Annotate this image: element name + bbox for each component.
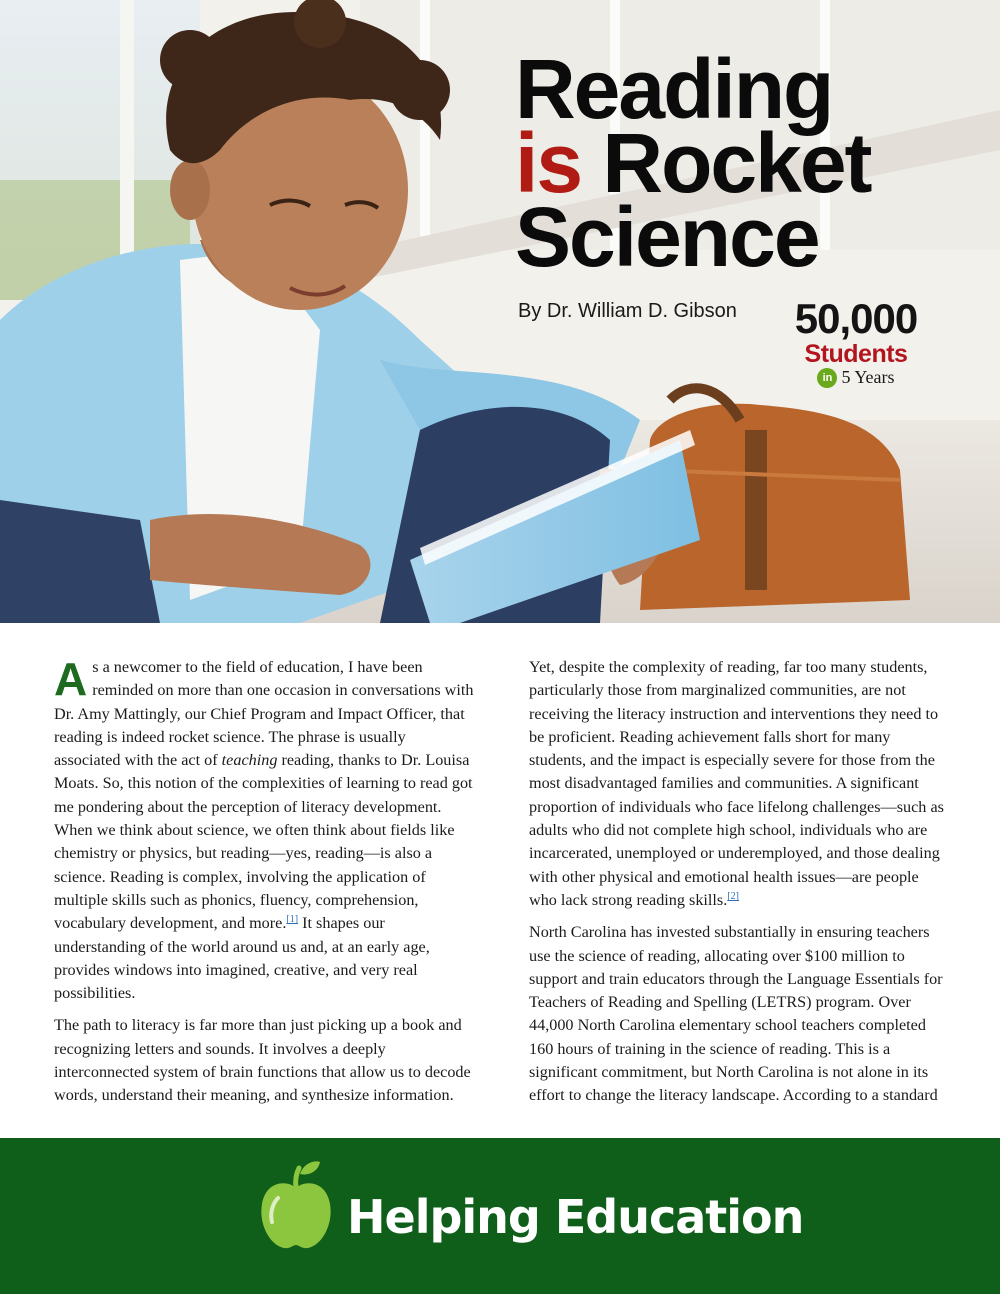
footnote-link-2[interactable]: [2] — [727, 890, 739, 902]
title-line-1: Reading — [515, 42, 833, 136]
title-line-2 — [515, 116, 871, 210]
apple-logo-icon — [258, 1158, 334, 1254]
paragraph-1-text-a: s a newcomer to the field of education, I have been reminded on more than one occasion in conversations with Dr. Amy Mattingly, our Chief Program and Impact Officer, that reading is indeed rocket science. The phrase is usually associated with the act of — [54, 658, 474, 770]
footer-banner — [0, 1138, 1000, 1294]
article-column-left — [54, 653, 474, 1117]
paragraph-4: North Carolina has invested substantially in ensuring teachers use the science of reading, allocating over $100 million to support and train educators through the Language Essentials for Teachers of Reading and Spelling (LETRS) program. Over 44,000 North Carolina elementary school teachers completed 160 hours of training in the science of reading. This is a significant commitment, but North Carolina is not alone in its effort to change the literacy landscape. According to a standard — [529, 923, 943, 1105]
stat-duration — [776, 367, 936, 388]
title-line-3: Science — [515, 190, 819, 284]
stat-years: 5 Years — [841, 367, 895, 387]
hero-image — [0, 0, 1000, 623]
stat-badge — [776, 296, 936, 388]
paragraph-1-text-b: reading, thanks to Dr. Louisa Moats. So, this notion of the complexities of learning to read got me pondering about the perception of literacy development. When we think about science, we often think about fields like chemistry or physics, but reading—yes, reading—is also a science. Reading is complex, involving the application of multiple skills such as phonics, fluency, comprehension, vocabulary development, and more. — [54, 751, 473, 933]
paragraph-1-emphasis: teaching — [221, 751, 278, 770]
stat-unit: Students — [804, 340, 908, 368]
paragraph-3-text: Yet, despite the complexity of reading, far too many students, particularly those from marginalized communities, are not receiving the literacy instruction and interventions they need to be proficient. Reading achievement falls short for many students, and the impact is especially severe for those from the most disadvantaged families and communities. A significant proportion of individuals who face lifelong challenges—such as adults who did not complete high school, individuals who are incarcerated, unemployed or underemployed, and those dealing with other physical and emotional health issues—are people who lack strong reading skills. — [529, 658, 944, 909]
paragraph-1-text-c: It shapes our understanding of the world around us and, at an early age, provides windows into imagined, creative, and very real possibilities. — [54, 914, 430, 1003]
paragraph-2: The path to literacy is far more than just picking up a book and recognizing letters and sounds. It involves a deeply interconnected system of brain functions that allow us to decode words, understand their meaning, and synthesize information. — [54, 1016, 471, 1105]
article-title — [515, 42, 871, 284]
paragraph-3 — [529, 656, 949, 912]
apple-in-icon: in — [817, 368, 837, 388]
article-column-right — [529, 656, 949, 1117]
brand-name: Helping Education — [347, 1190, 804, 1244]
footnote-link-1[interactable]: [1] — [286, 914, 299, 926]
stat-number: 50,000 — [794, 295, 918, 342]
byline: By Dr. William D. Gibson — [518, 300, 737, 322]
title-is-highlight: is — [515, 116, 582, 210]
drop-cap: A — [54, 653, 88, 705]
title-rocket: Rocket — [602, 116, 871, 210]
paragraph-1 — [54, 653, 474, 1005]
